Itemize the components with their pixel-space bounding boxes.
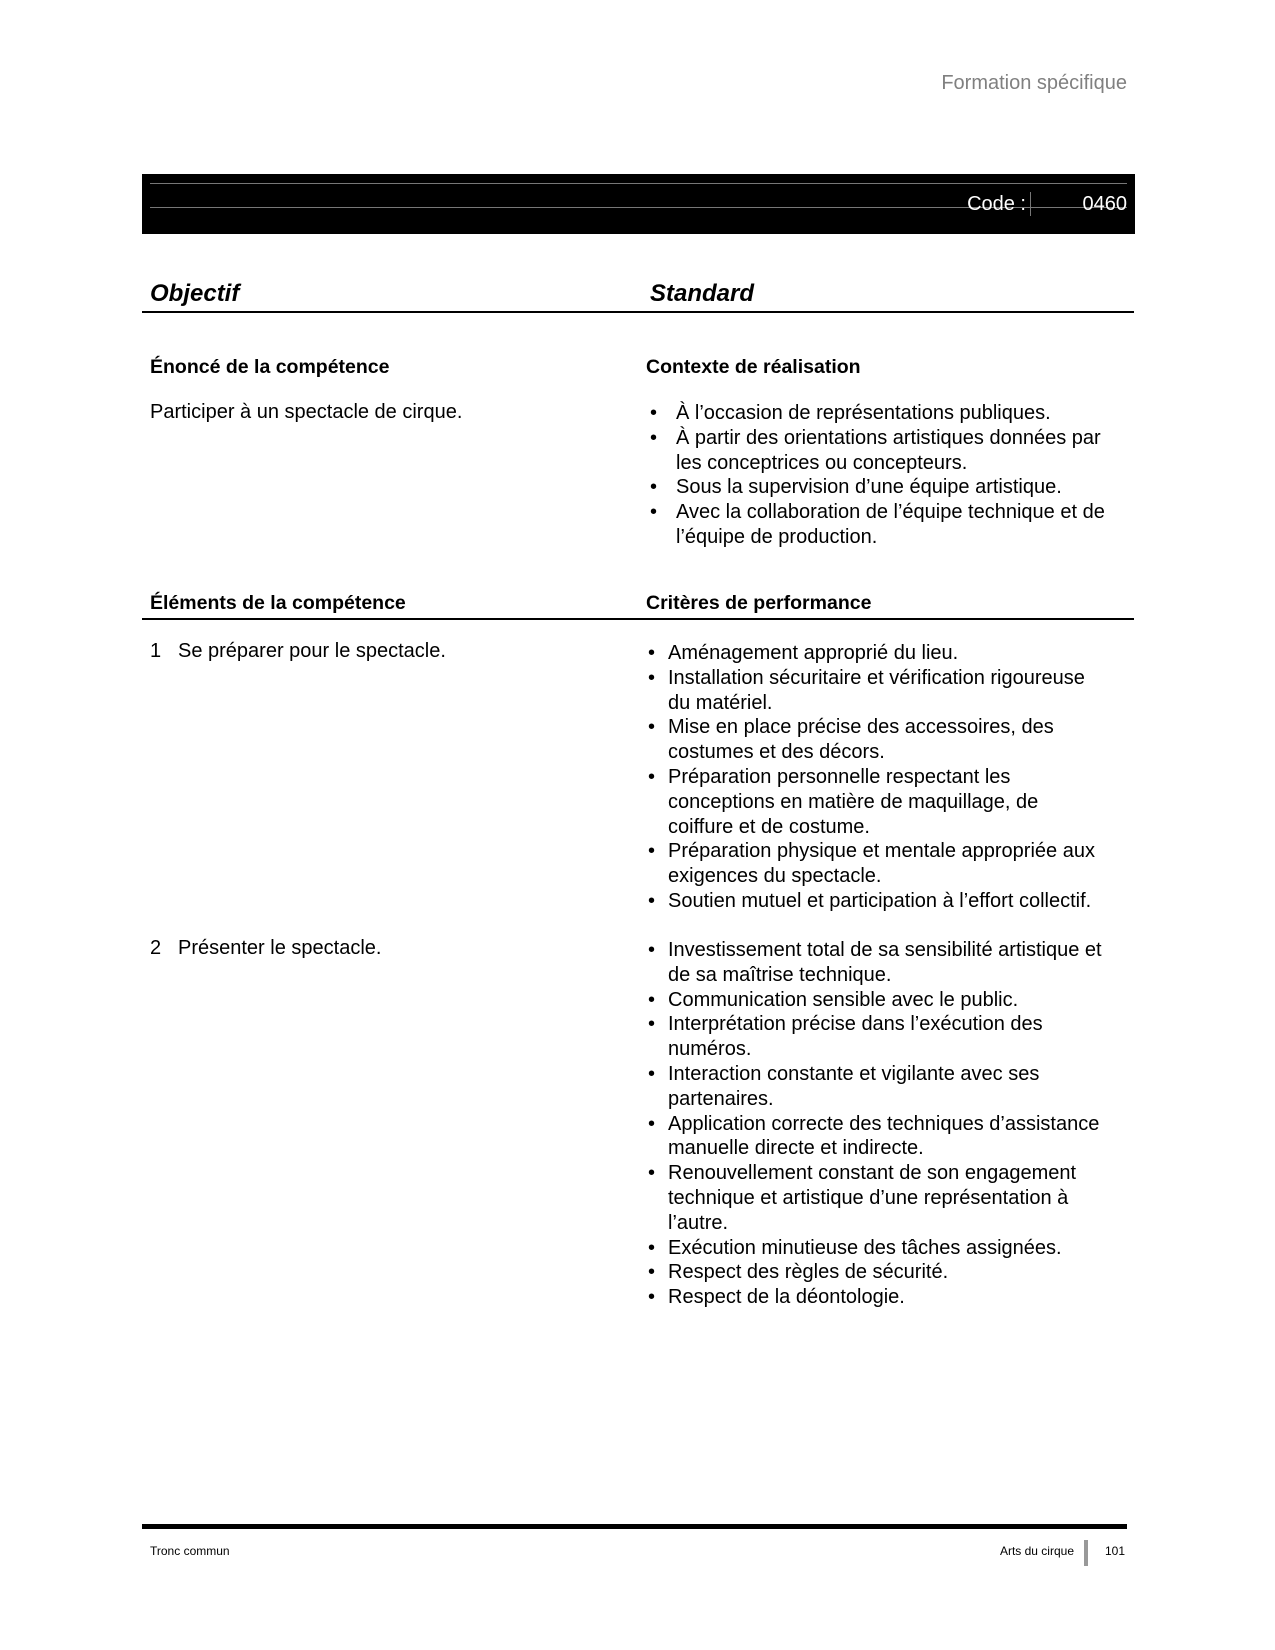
code-label: Code : xyxy=(967,192,1031,216)
list-item: • Sous la supervision d’une équipe artistique. xyxy=(646,475,1116,500)
list-item: • Aménagement approprié du lieu. xyxy=(646,641,1108,666)
list-item: • Mise en place précise des accessoires, des costumes et des décors. xyxy=(646,715,1108,765)
list-item: • À l’occasion de représentations publiques. xyxy=(646,401,1116,426)
divider xyxy=(142,618,1134,620)
list-item: • Avec la collaboration de l’équipe technique et de l’équipe de production. xyxy=(646,500,1116,550)
list-item: • Préparation physique et mentale appropriée aux exigences du spectacle. xyxy=(646,839,1108,889)
footer-program: Arts du cirque xyxy=(999,1544,1074,1558)
divider xyxy=(150,183,1127,184)
list-item: • Installation sécuritaire et vérification rigoureuse du matériel. xyxy=(646,666,1108,716)
list-item: • Interaction constante et vigilante avec ses partenaires. xyxy=(646,1062,1108,1112)
page-number: 101 xyxy=(1105,1544,1126,1558)
context-heading: Contexte de réalisation xyxy=(646,356,861,378)
list-item: • Interprétation précise dans l’exécution des numéros. xyxy=(646,1012,1108,1062)
list-item: • Préparation personnelle respectant les conceptions en matière de maquillage, de coiffure et de costume. xyxy=(646,765,1108,839)
context-list xyxy=(646,401,1116,550)
element-number: 2 xyxy=(150,937,162,959)
divider xyxy=(142,311,1134,313)
list-item: • Application correcte des techniques d’assistance manuelle directe et indirecte. xyxy=(646,1112,1108,1162)
element-1 xyxy=(150,640,446,663)
statement-heading: Énoncé de la compétence xyxy=(150,356,390,378)
list-item: • Respect de la déontologie. xyxy=(646,1285,1108,1310)
code-bar xyxy=(142,174,1135,234)
element-number: 1 xyxy=(150,640,162,662)
criteria-list-2 xyxy=(646,938,1108,1310)
standard-heading: Standard xyxy=(650,280,755,307)
list-item: • Exécution minutieuse des tâches assignées. xyxy=(646,1236,1108,1261)
element-2 xyxy=(150,937,381,960)
running-header: Formation spécifique xyxy=(941,72,1127,94)
list-item: • Communication sensible avec le public. xyxy=(646,988,1108,1013)
objective-heading: Objectif xyxy=(150,280,240,307)
code-value: 0460 xyxy=(1082,193,1127,215)
list-item: • À partir des orientations artistiques données par les conceptrices ou concepteurs. xyxy=(646,426,1116,476)
statement-text: Participer à un spectacle de cirque. xyxy=(150,401,463,423)
criteria-list-1 xyxy=(646,641,1108,914)
element-text: Présenter le spectacle. xyxy=(178,937,382,959)
footer-rule xyxy=(142,1524,1127,1529)
elements-heading: Éléments de la compétence xyxy=(150,592,406,614)
footer-separator xyxy=(1084,1540,1088,1566)
element-text: Se préparer pour le spectacle. xyxy=(178,640,446,662)
list-item: • Investissement total de sa sensibilité artistique et de sa maîtrise technique. xyxy=(646,938,1108,988)
criteria-heading: Critères de performance xyxy=(646,592,872,614)
list-item: • Renouvellement constant de son engagement technique et artistique d’une représentation à l’autre. xyxy=(646,1161,1108,1235)
list-item: • Respect des règles de sécurité. xyxy=(646,1260,1108,1285)
list-item: • Soutien mutuel et participation à l’effort collectif. xyxy=(646,889,1108,914)
footer-left: Tronc commun xyxy=(150,1544,230,1558)
